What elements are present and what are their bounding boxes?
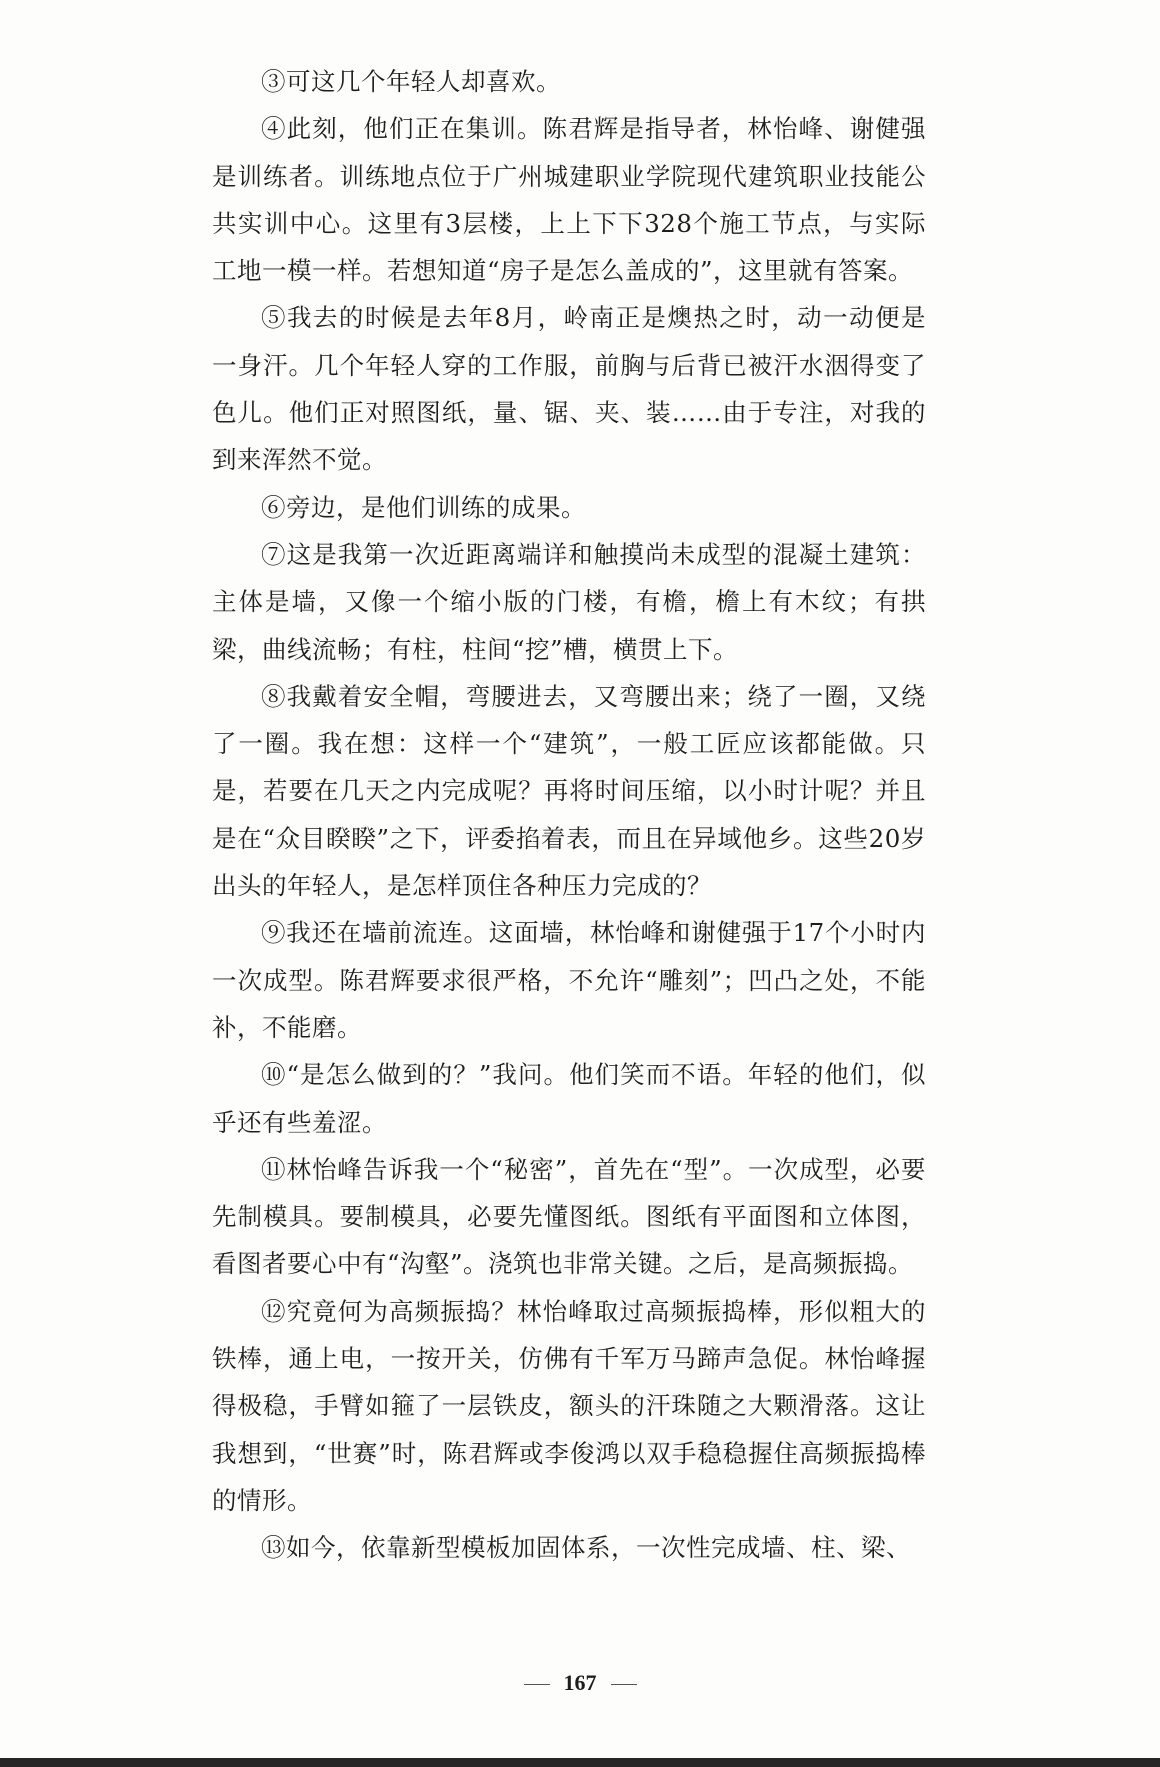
paragraph-10: ⑩“是怎么做到的？”我问。他们笑而不语。年轻的他们，似乎还有些羞涩。 — [212, 1060, 926, 1137]
paragraph-4: ④此刻，他们正在集训。陈君辉是指导者，林怡峰、谢健强是训练者。训练地点位于广州城建职业学院现代建筑职业技能公共实训中心。这里有3层楼，上上下下328个施工节点，与实际工地一模一样。若想知道“房子是怎么盖成的”，这里就有答案。 — [212, 114, 926, 286]
page-number: 167 — [563, 1670, 597, 1695]
paragraph-6: ⑥旁边，是他们训练的成果。 — [261, 492, 586, 522]
paragraph-7: ⑦这是我第一次近距离端详和触摸尚未成型的混凝土建筑：主体是墙，又像一个缩小版的门楼，有檐，檐上有木纹；有拱梁，曲线流畅；有柱，柱间“挖”槽，横贯上下。 — [212, 539, 926, 664]
paragraph-8: ⑧我戴着安全帽，弯腰进去，又弯腰出来；绕了一圈，又绕了一圈。我在想：这样一个“建筑”，一般工匠应该都能做。只是，若要在几天之内完成呢？再将时间压缩，以小时计呢？并且是在“众目睽睽”之下，评委掐着表，而且在异域他乡。这些20岁出头的年轻人，是怎样顶住各种压力完成的？ — [212, 681, 926, 901]
page-number-footer — [0, 1670, 1160, 1696]
paragraph-11: ⑪林怡峰告诉我一个“秘密”，首先在“型”。一次成型，必要先制模具。要制模具，必要先懂图纸。图纸有平面图和立体图，看图者要心中有“沟壑”。浇筑也非常关键。之后，是高频振捣。 — [212, 1154, 926, 1279]
left-dash — [524, 1684, 550, 1685]
paragraph-13: ⑬如今，依靠新型模板加固体系，一次性完成墙、柱、梁、 — [261, 1533, 911, 1563]
right-dash — [611, 1684, 637, 1685]
paragraph-5: ⑤我去的时候是去年8月，岭南正是燠热之时，动一动便是一身汗。几个年轻人穿的工作服，前胸与后背已被汗水洇得变了色儿。他们正对照图纸，量、锯、夹、装……由于专注，对我的到来浑然不觉。 — [212, 303, 926, 475]
paragraph-9: ⑨我还在墙前流连。这面墙，林怡峰和谢健强于17个小时内一次成型。陈君辉要求很严格，不允许“雕刻”；凹凸之处，不能补，不能磨。 — [212, 918, 926, 1042]
body-text — [212, 58, 926, 1572]
paragraph-12: ⑫究竟何为高频振捣？林怡峰取过高频振捣棒，形似粗大的铁棒，通上电，一按开关，仿佛有千军万马蹄声急促。林怡峰握得极稳，手臂如箍了一层铁皮，额头的汗珠随之大颗滑落。这让我想到，“世赛”时，陈君辉或李俊鸿以双手稳稳握住高频振捣棒的情形。 — [212, 1296, 926, 1515]
paragraph-3: ③可这几个年轻人却喜欢。 — [261, 67, 561, 96]
bottom-edge-bar — [0, 1758, 1160, 1767]
